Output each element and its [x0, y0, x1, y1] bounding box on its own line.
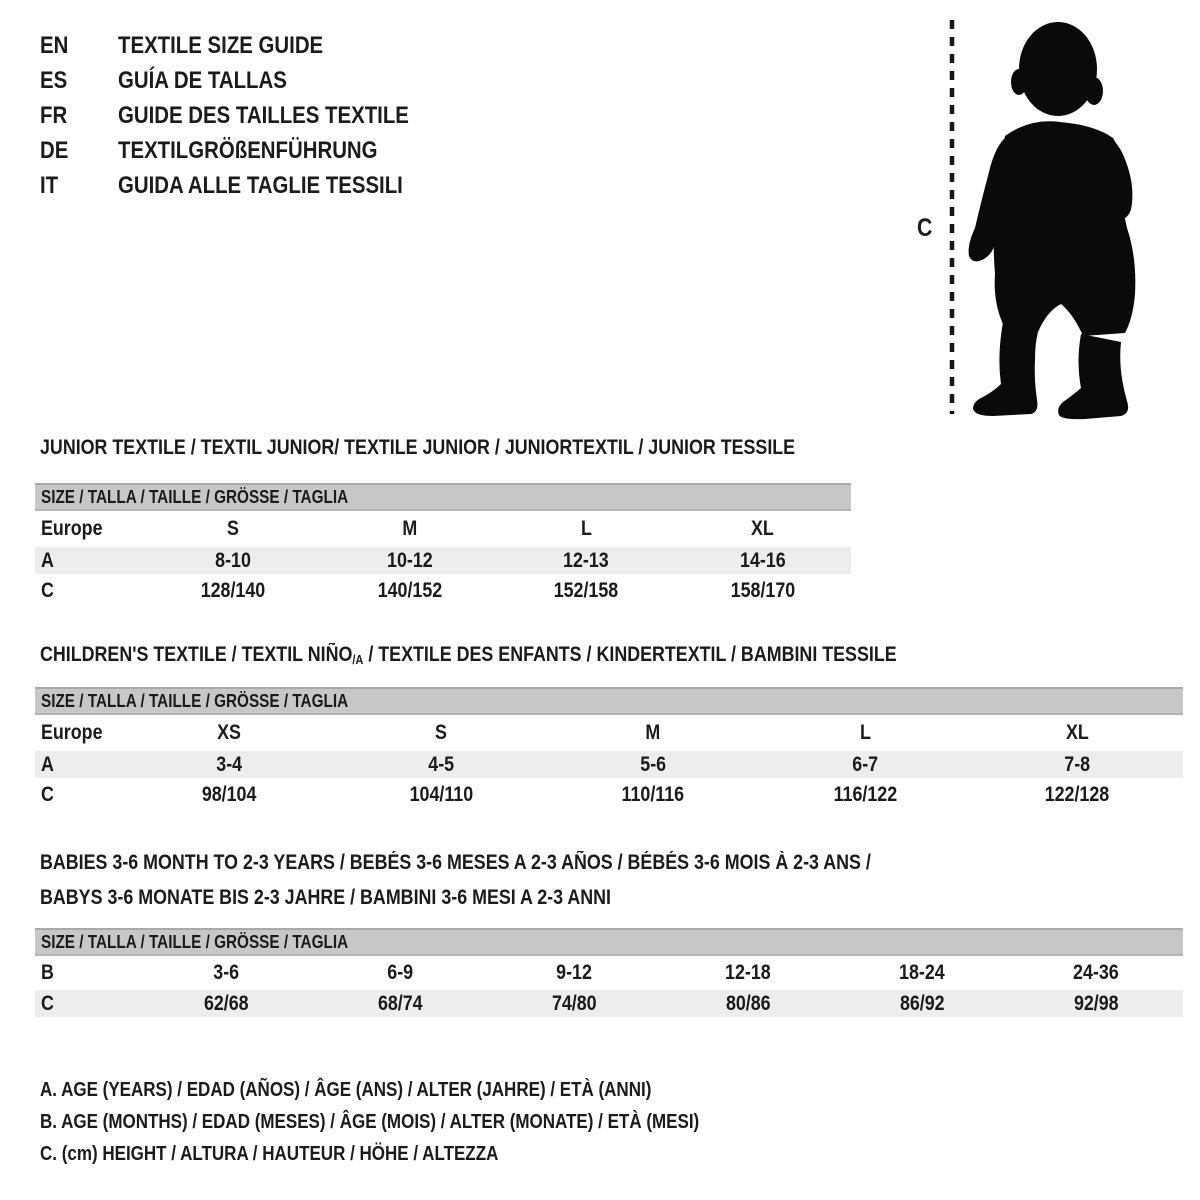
height-value: 110/116	[621, 783, 685, 806]
row-label: B	[41, 961, 54, 984]
months-value: 12-18	[725, 961, 771, 984]
toddler-silhouette	[969, 22, 1136, 419]
months-value: 18-24	[899, 961, 945, 984]
size-column-header: S	[435, 721, 447, 744]
guide-title: GUÍA DE TALLAS	[118, 66, 287, 94]
table-row-age	[35, 751, 1183, 778]
children-title-subscript: /A	[352, 652, 364, 667]
height-measure-label: C	[916, 214, 933, 242]
size-column-header: XL	[1065, 721, 1089, 744]
toddler-silhouette-icon	[935, 12, 1140, 422]
footnote-height-cm: C. (cm) HEIGHT / ALTURA / HAUTEUR / HÖHE / ALTEZZA	[40, 1142, 499, 1165]
height-value: 128/140	[200, 579, 266, 602]
months-value: 6-9	[387, 961, 413, 984]
language-code: DE	[40, 136, 69, 164]
babies-section-title-line2: BABYS 3-6 MONATE BIS 2-3 JAHRE / BAMBINI 3-6 MESI A 2-3 ANNI	[40, 886, 611, 909]
height-value: 158/170	[730, 579, 796, 602]
height-value: 80/86	[725, 991, 771, 1015]
height-value: 140/152	[377, 579, 443, 602]
language-code: IT	[40, 171, 59, 199]
children-section-title	[40, 643, 1048, 672]
height-value: 104/110	[409, 783, 473, 806]
age-value: 12-13	[563, 548, 610, 572]
language-code: ES	[40, 66, 68, 94]
legend-footnotes	[40, 1074, 816, 1170]
months-value: 9-12	[556, 961, 592, 984]
guide-title: TEXTILGRÖßENFÜHRUNG	[118, 136, 378, 164]
height-value: 92/98	[1073, 991, 1119, 1015]
age-value: 8-10	[215, 548, 252, 572]
guide-title: TEXTILE SIZE GUIDE	[118, 31, 324, 59]
size-header-bar	[35, 687, 1183, 715]
size-column-header: L	[859, 721, 871, 744]
age-value: 3-4	[216, 752, 242, 776]
size-column-header: XL	[751, 517, 775, 540]
size-column-header: M	[402, 517, 418, 540]
row-label: C	[41, 991, 54, 1015]
height-value: 86/92	[899, 991, 945, 1015]
language-row	[40, 168, 460, 203]
size-header-label: SIZE / TALLA / TAILLE / GRÖSSE / TAGLIA	[41, 690, 349, 711]
months-value: 3-6	[213, 961, 239, 984]
babies-section-title-line1: BABIES 3-6 MONTH TO 2-3 YEARS / BEBÉS 3-6 MESES A 2-3 AÑOS / BÉBÉS 3-6 MOIS À 2-3 ANS /	[40, 851, 871, 874]
footnote-age-years: A. AGE (YEARS) / EDAD (AÑOS) / ÂGE (ANS) / ALTER (JAHRE) / ETÀ (ANNI)	[40, 1078, 652, 1101]
months-value: 24-36	[1073, 961, 1119, 984]
height-value: 122/128	[1044, 783, 1110, 806]
language-code: FR	[40, 101, 68, 129]
children-title-rest: / TEXTILE DES ENFANTS / KINDERTEXTIL / BAMBINI TESSILE	[363, 643, 897, 666]
size-header-bar	[35, 483, 851, 511]
row-label: A	[41, 752, 54, 776]
row-label: C	[41, 783, 54, 806]
size-header-label: SIZE / TALLA / TAILLE / GRÖSSE / TAGLIA	[41, 931, 349, 952]
age-value: 10-12	[386, 548, 433, 572]
region-label: Europe	[41, 517, 103, 540]
size-header-bar	[35, 928, 1183, 956]
row-label: C	[41, 579, 54, 602]
age-value: 4-5	[428, 752, 454, 776]
language-row	[40, 63, 460, 98]
height-value: 74/80	[551, 991, 597, 1015]
age-value: 6-7	[852, 752, 878, 776]
age-value: 7-8	[1064, 752, 1090, 776]
age-value: 5-6	[640, 752, 666, 776]
table-row-age	[35, 547, 851, 574]
table-row-height	[35, 990, 1183, 1017]
language-row	[40, 133, 460, 168]
junior-size-table	[35, 483, 851, 608]
children-size-table	[35, 687, 1183, 812]
size-column-header: S	[227, 517, 240, 540]
height-value: 116/122	[833, 783, 897, 806]
table-row-height	[35, 574, 851, 608]
table-row-sizes	[35, 715, 1183, 751]
size-column-header: M	[645, 721, 661, 744]
size-column-header: L	[580, 517, 592, 540]
language-code: EN	[40, 31, 69, 59]
age-value: 14-16	[739, 548, 786, 572]
height-value: 98/104	[201, 783, 257, 806]
footnote-age-months: B. AGE (MONTHS) / EDAD (MESES) / ÂGE (MOIS) / ALTER (MONATE) / ETÀ (MESI)	[40, 1110, 700, 1133]
table-row-sizes	[35, 511, 851, 547]
children-title-main: CHILDREN'S TEXTILE / TEXTIL NIÑO	[40, 643, 353, 666]
guide-title: GUIDE DES TAILLES TEXTILE	[118, 101, 409, 129]
height-value: 68/74	[377, 991, 423, 1015]
junior-section-title: JUNIOR TEXTILE / TEXTIL JUNIOR/ TEXTILE JUNIOR / JUNIORTEXTIL / JUNIOR TESSILE	[40, 436, 796, 459]
table-row-months	[35, 956, 1183, 990]
guide-title: GUIDA ALLE TAGLIE TESSILI	[118, 171, 403, 199]
language-title-block	[40, 28, 460, 203]
row-label: A	[41, 548, 54, 572]
height-value: 62/68	[203, 991, 249, 1015]
table-row-height	[35, 778, 1183, 812]
region-label: Europe	[41, 721, 103, 744]
height-value: 152/158	[553, 579, 619, 602]
size-header-label: SIZE / TALLA / TAILLE / GRÖSSE / TAGLIA	[41, 486, 349, 507]
size-column-header: XS	[217, 721, 241, 744]
babies-size-table	[35, 928, 1183, 1017]
language-row	[40, 98, 460, 133]
language-row	[40, 28, 460, 63]
